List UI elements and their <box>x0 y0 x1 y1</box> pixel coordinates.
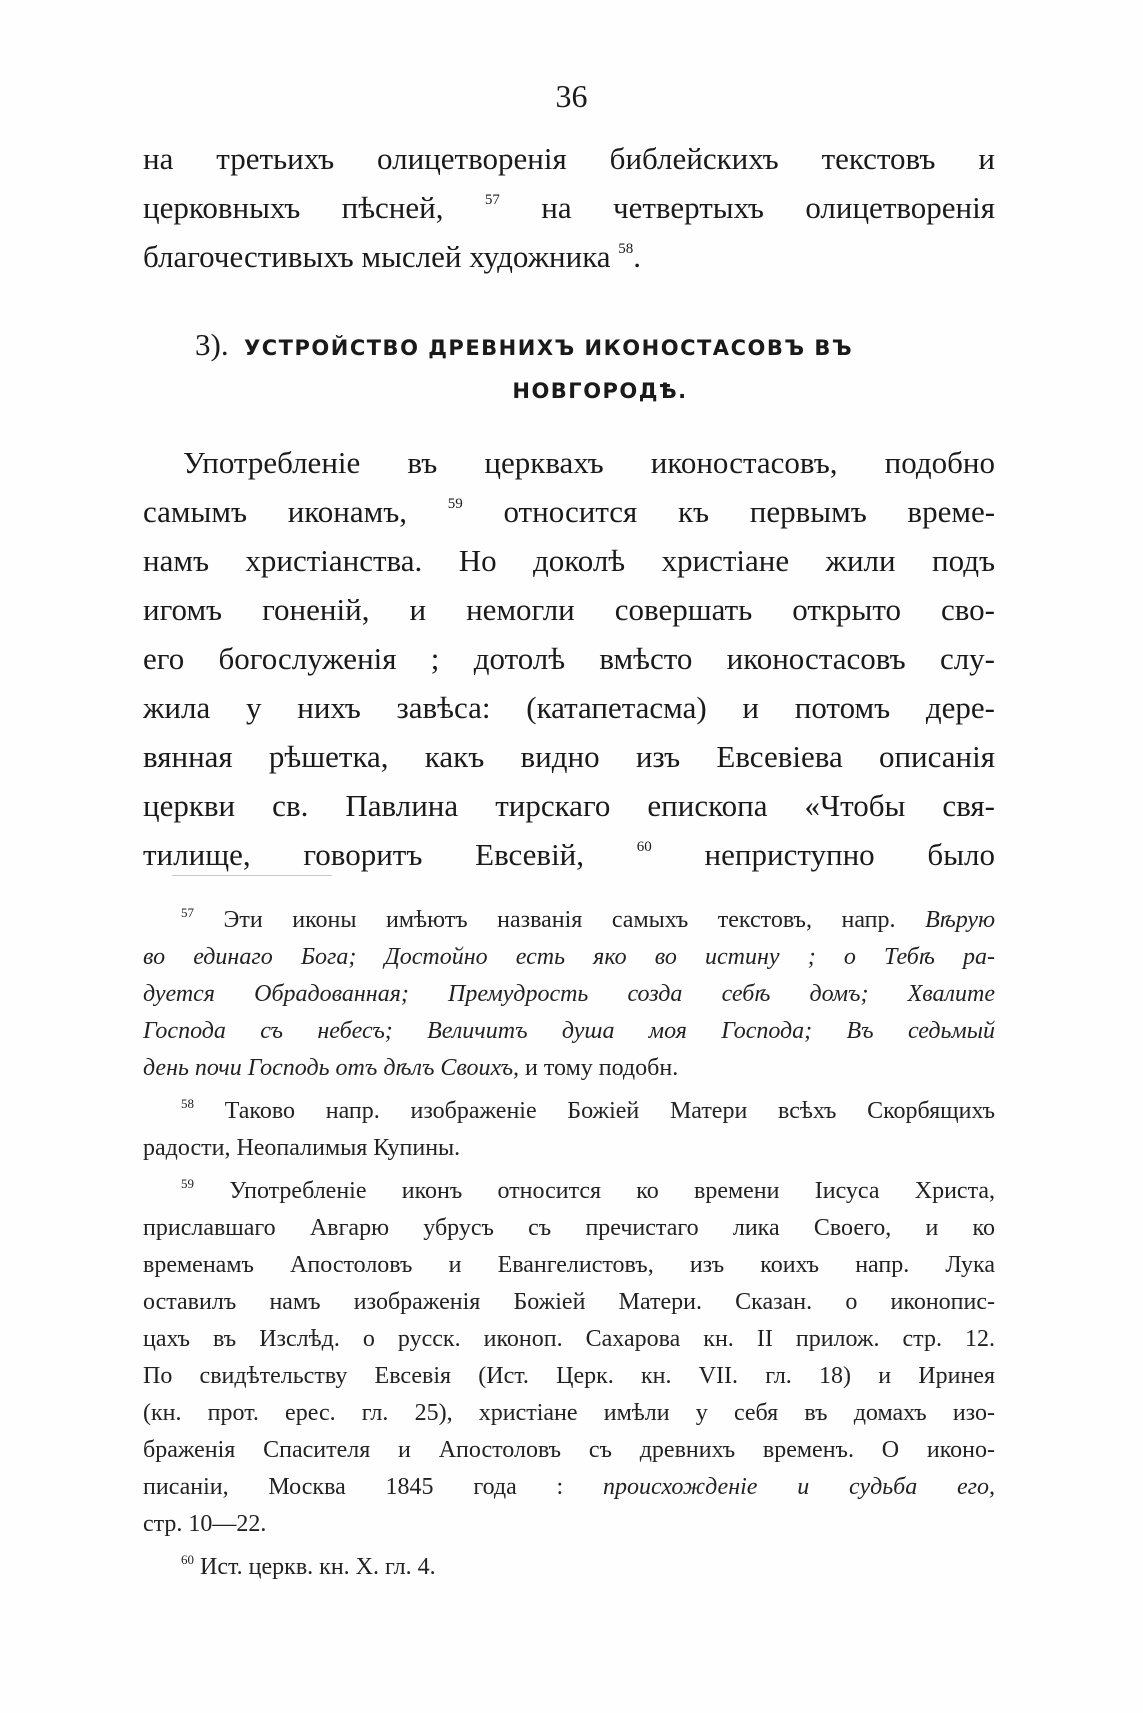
footnote-59-line-7: (кн. прот. ерес. гл. 25), христіане имѣли у себя въ домахъ изо- <box>143 1400 995 1426</box>
intro-text <box>143 134 995 281</box>
footnote-ref-57: 57 <box>484 192 500 208</box>
footnote-58-text-1: Таково напр. изображеніе Божіей Матери всѣхъ Скорбящихъ <box>224 1098 996 1124</box>
page-number: 36 <box>555 78 588 114</box>
section-heading <box>143 322 995 414</box>
intro-line-3: благочестивыхъ мыслей художника $^{58}$. <box>143 239 642 274</box>
intro-line-3-text: благочестивыхъ мыслей художника <box>143 239 611 274</box>
paragraph-line-1: Употребленіе въ церквахъ иконостасовъ, подобно <box>183 445 995 480</box>
paragraph-line-6: жила у нихъ завѣса: (катапетасма) и потомъ дере- <box>143 690 995 725</box>
footnote-57-text-3: дуется Обрадованная; Премудрость созда себѣ домъ; Хвалите <box>143 981 995 1007</box>
intro-line-1: на третьихъ олицетворенія библейскихъ текстовъ и <box>143 141 995 176</box>
paragraph-line-4: игомъ гоненій, и немогли совершать открыто сво- <box>143 592 995 627</box>
footnote-ref-59: 59 <box>447 496 463 512</box>
paragraph-line-9 <box>143 830 995 879</box>
footnote-57-text-1a: Эти иконы имѣютъ названія самыхъ текстовъ, напр. <box>223 907 896 933</box>
footnote-57-text-1b: Вѣрую <box>925 907 995 933</box>
footnote-57-text-5b: и тому подобн. <box>525 1055 679 1081</box>
footnote-59-line-6: По свидѣтельству Евсевія (Ист. Церк. кн. VII. гл. 18) и Иринея <box>143 1363 995 1389</box>
paragraph-line-7: вянная рѣшетка, какъ видно изъ Евсевіева описанія <box>143 739 995 774</box>
intro-line-2 <box>143 183 995 232</box>
footnote-60-number: 60 <box>181 1552 194 1567</box>
paragraph-line-2b: относится къ первымъ време- <box>503 494 996 529</box>
footnote-59-line-4: оставилъ намъ изображенія Божіей Матери. Сказан. о иконопис- <box>143 1289 995 1315</box>
footnote-59-line-1 <box>143 1173 995 1210</box>
footnote-ref-58: 58 <box>618 241 634 257</box>
intro-line-2-cont: на четвертыхъ олицетворенія <box>541 190 996 225</box>
footnote-59-line-8: браженія Спасителя и Апостоловъ съ древнихъ временъ. О иконо- <box>143 1437 995 1463</box>
footnotes <box>143 902 995 1586</box>
footnote-57-number: 57 <box>181 905 194 920</box>
footnote-57-text-4: Господа съ небесъ; Величитъ душа моя Господа; Въ седьмый <box>143 1018 995 1044</box>
main-paragraph <box>143 438 995 879</box>
footnote-57-line-5 <box>143 1050 995 1087</box>
paragraph-line-9b: неприступно было <box>704 837 995 872</box>
footnote-59-text-9b: происхожденіе и судьба его, <box>603 1474 996 1500</box>
footnote-divider <box>172 875 332 876</box>
section-number: 3). <box>195 327 229 362</box>
footnote-57-line-2 <box>143 939 995 976</box>
footnote-60-text-1: Ист. церкв. кн. X. гл. 4. <box>200 1554 436 1580</box>
footnote-59-line-5: цахъ въ Изслѣд. о русск. иконоп. Сахарова кн. II прилож. стр. 12. <box>143 1326 995 1352</box>
footnote-59-line-10: стр. 10—22. <box>143 1511 267 1537</box>
footnote-59-text-1: Употребленіе иконъ относится ко времени Іисуса Христа, <box>229 1178 995 1204</box>
section-title-2: НОВГОРОДѢ. <box>512 379 688 403</box>
footnote-57-line-3 <box>143 976 995 1013</box>
footnote-59-line-3: временамъ Апостоловъ и Евангелистовъ, изъ коихъ напр. Лука <box>143 1252 995 1278</box>
footnote-ref-60: 60 <box>636 839 652 855</box>
footnote-57-line-1 <box>143 902 995 939</box>
paragraph-line-5: его богослуженія ; дотолѣ вмѣсто иконостасовъ слу- <box>143 641 995 676</box>
footnote-57-line-4 <box>143 1013 995 1050</box>
paragraph-line-3: намъ христіанства. Но доколѣ христіане жили подъ <box>143 543 995 578</box>
footnote-59-line-2: приславшаго Авгарю убрусъ съ пречистаго лика Своего, и ко <box>143 1215 995 1241</box>
footnote-60-line-1 <box>143 1549 995 1586</box>
footnote-58-line-1 <box>143 1093 995 1130</box>
footnote-57-text-2: во единаго Бога; Достойно есть яко во истину ; о Тебѣ ра- <box>143 944 995 970</box>
section-title-1: УСТРОЙСТВО ДРЕВНИХЪ ИКОНОСТАСОВЪ ВЪ <box>244 336 854 360</box>
heading-line-1 <box>143 322 995 368</box>
paragraph-line-9a: тилище, говоритъ Евсевій, <box>143 837 585 872</box>
footnote-58-number: 58 <box>181 1096 194 1111</box>
footnote-59-text-9a: писаніи, Москва 1845 года : <box>143 1474 564 1500</box>
paragraph-line-2 <box>143 487 995 536</box>
footnote-59-line-9 <box>143 1469 995 1506</box>
footnote-57-text-5a: день почи Господь отъ дѣлъ Своихъ, <box>143 1055 520 1081</box>
intro-line-2-text: церковныхъ пѣсней, <box>143 190 444 225</box>
footnote-58-line-2: радости, Неопалимыя Купины. <box>143 1135 461 1161</box>
paragraph-line-8: церкви св. Павлина тирскаго епископа «Чтобы свя- <box>143 788 995 823</box>
footnote-59-number: 59 <box>181 1176 194 1191</box>
paragraph-line-2a: самымъ иконамъ, <box>143 494 408 529</box>
